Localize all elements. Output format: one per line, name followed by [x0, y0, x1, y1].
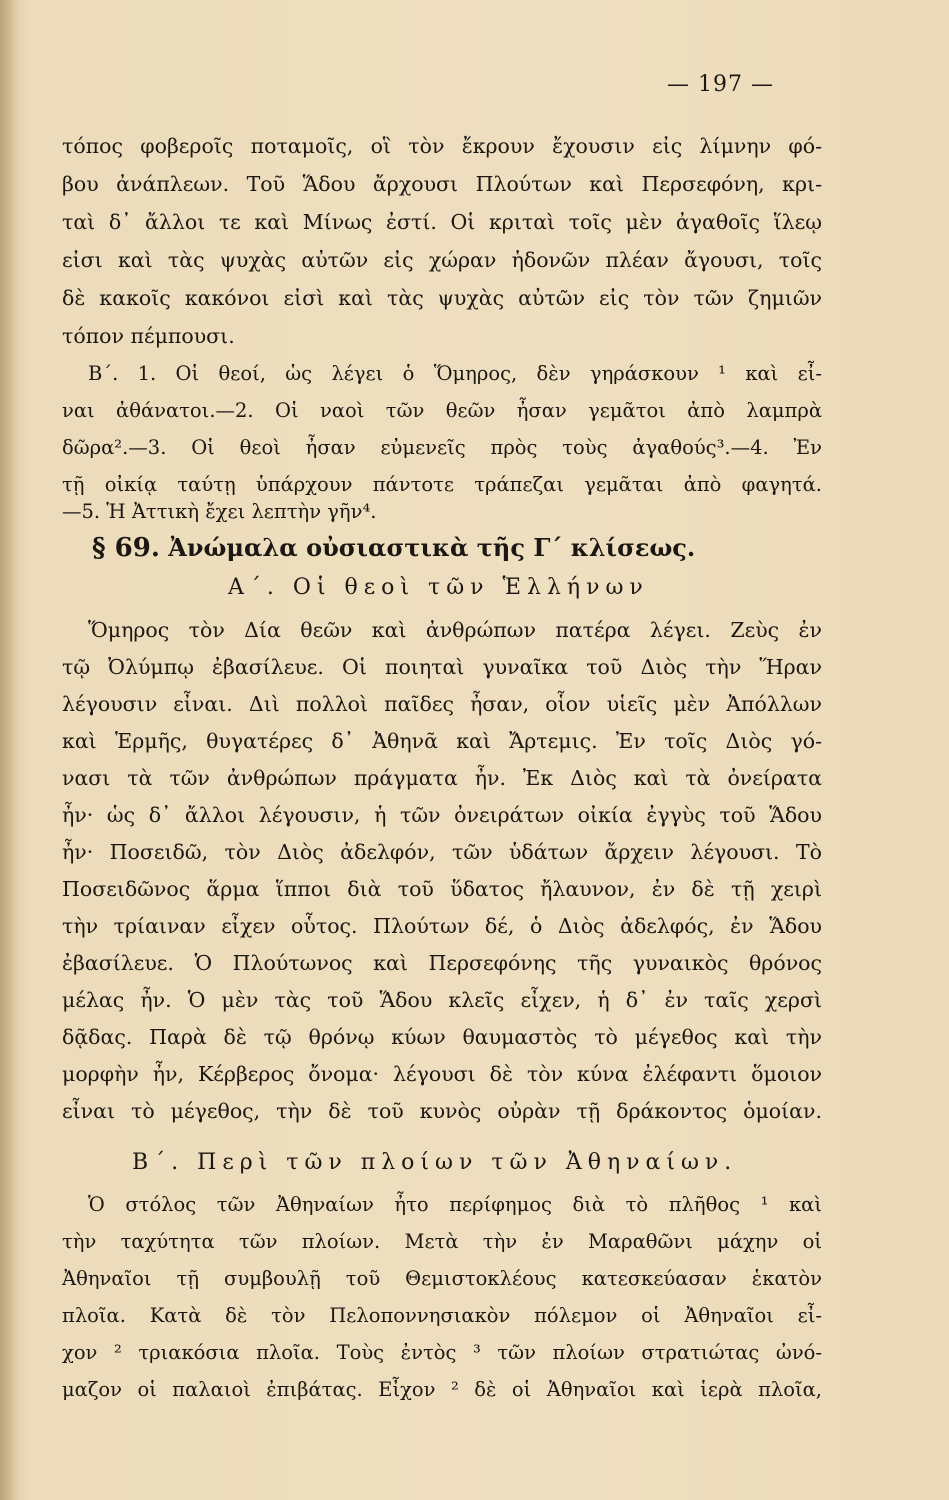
text-line: τόπος φοβεροῖς ποταμοῖς, οἳ τὸν ἔκρουν ἔχουσιν εἰς λίμνην φό- [62, 134, 822, 158]
text-line: λέγουσιν εἶναι. Διὶ πολλοὶ παῖδες ἦσαν, οἷον υἱεῖς μὲν Ἀπόλλων [62, 692, 822, 716]
exercise-line: τῇ οἰκίᾳ ταύτῃ ὑπάρχουν πάντοτε τράπεζαι γεμᾶται ἀπὸ φαγητά. [62, 473, 822, 496]
text-line: τὴν τρίαιναν εἶχεν οὗτος. Πλούτων δέ, ὁ Διὸς ἀδελφός, ἐν Ἅδου [62, 914, 822, 938]
text-line: δὲ κακοῖς κακόνοι εἰσὶ καὶ τὰς ψυχὰς αὐτῶν εἰς τὸν τῶν ζημιῶν [62, 286, 822, 310]
text-line: Ὅμηρος τὸν Δία θεῶν καὶ ἀνθρώπων πατέρα λέγει. Ζεὺς ἐν [88, 618, 822, 642]
text-line: δᾷδας. Παρὰ δὲ τῷ θρόνῳ κύων θαυμαστὸς τὸ μέγεθος καὶ τὴν [62, 1025, 822, 1049]
text-line: χον ² τριακόσια πλοῖα. Τοὺς ἐντὸς ³ τῶν πλοίων στρατιώτας ὠνό- [62, 1341, 822, 1364]
section-number: § 69. [92, 533, 160, 563]
text-line: ἐβασίλευε. Ὁ Πλούτωνος καὶ Περσεφόνης τῆς γυναικὸς θρόνος [62, 951, 822, 975]
page-number: — 197 — [667, 72, 774, 97]
text-line: μαζον οἱ παλαιοὶ ἐπιβάτας. Εἶχον ² δὲ οἱ Ἀθηναῖοι καὶ ἱερὰ πλοῖα, [62, 1378, 822, 1401]
text-line: μορφὴν ἦν, Κέρβερος ὄνομα· λέγουσι δὲ τὸν κύνα ἐλέφαντι ὅμοιον [62, 1062, 822, 1086]
section-title: Ἀνώμαλα οὐσιαστικὰ τῆς Γ΄ κλίσεως. [168, 533, 696, 562]
text-line: πλοῖα. Κατὰ δὲ τὸν Πελοποννησιακὸν πόλεμον οἱ Ἀθηναῖοι εἶ- [62, 1304, 822, 1327]
text-line: εἰσι καὶ τὰς ψυχὰς αὐτῶν εἰς χώραν ἡδονῶν πλέαν ἄγουσι, τοῖς [62, 248, 822, 272]
exercise-line: Β΄. 1. Οἱ θεοί, ὡς λέγει ὁ Ὅμηρος, δὲν γηράσκουν ¹ καὶ εἶ- [88, 362, 822, 385]
text-line: Ἀθηναῖοι τῇ συμβουλῇ τοῦ Θεμιστοκλέους κατεσκεύασαν ἑκατὸν [62, 1267, 822, 1290]
subheading-b: Β΄. Περὶ τῶν πλοίων τῶν Ἀθηναίων. [132, 1150, 738, 1175]
text-line: τόπον πέμπουσι. [62, 324, 235, 348]
text-line: ἦν· ὡς δ᾿ ἄλλοι λέγουσιν, ἡ τῶν ὀνειράτων οἰκία ἐγγὺς τοῦ Ἅδου [62, 803, 822, 827]
text-line: εἶναι τὸ μέγεθος, τὴν δὲ τοῦ κυνὸς οὐρὰν τῇ δράκοντος ὁμοίαν. [62, 1099, 822, 1123]
text-line: τῷ Ὀλύμπῳ ἐβασίλευε. Οἱ ποιηταὶ γυναῖκα τοῦ Διὸς τὴν Ἥραν [62, 655, 822, 679]
exercise-line: —5. Ἡ Ἀττικὴ ἔχει λεπτὴν γῆν⁴. [62, 500, 377, 523]
subheading-a: Α΄. Οἱ θεοὶ τῶν Ἑλλήνων [228, 575, 649, 600]
text-line: ἦν· Ποσειδῶ, τὸν Διὸς ἀδελφόν, τῶν ὑδάτων ἄρχειν λέγουσι. Τὸ [62, 840, 822, 864]
text-line: νασι τὰ τῶν ἀνθρώπων πράγματα ἦν. Ἐκ Διὸς καὶ τὰ ὀνείρατα [62, 766, 822, 790]
text-line: ταὶ δ᾿ ἄλλοι τε καὶ Μίνως ἐστί. Οἱ κριταὶ τοῖς μὲν ἀγαθοῖς ἵλεῳ [62, 210, 822, 234]
text-line: Ὁ στόλος τῶν Ἀθηναίων ἦτο περίφημος διὰ τὸ πλῆθος ¹ καὶ [88, 1193, 822, 1216]
text-line: καὶ Ἑρμῆς, θυγατέρες δ᾿ Ἀθηνᾶ καὶ Ἄρτεμις. Ἐν τοῖς Διὸς γό- [62, 729, 822, 753]
text-line: βου ἀνάπλεων. Τοῦ Ἅδου ἄρχουσι Πλούτων καὶ Περσεφόνη, κρι- [62, 172, 822, 196]
text-line: τὴν ταχύτητα τῶν πλοίων. Μετὰ τὴν ἐν Μαραθῶνι μάχην οἱ [62, 1230, 822, 1253]
text-line: Ποσειδῶνος ἅρμα ἵπποι διὰ τοῦ ὕδατος ἤλαυνον, ἐν δὲ τῇ χειρὶ [62, 877, 822, 901]
exercise-line: ναι ἀθάνατοι.—2. Οἱ ναοὶ τῶν θεῶν ἦσαν γεμᾶτοι ἀπὸ λαμπρὰ [62, 399, 822, 422]
section-heading [92, 533, 695, 563]
exercise-line: δῶρα².—3. Οἱ θεοὶ ἦσαν εὐμενεῖς πρὸς τοὺς ἀγαθούς³.—4. Ἐν [62, 436, 822, 459]
page-fold-shadow [0, 0, 18, 1500]
text-line: μέλας ἦν. Ὁ μὲν τὰς τοῦ Ἅδου κλεῖς εἶχεν, ἡ δ᾿ ἐν ταῖς χερσὶ [62, 988, 822, 1012]
